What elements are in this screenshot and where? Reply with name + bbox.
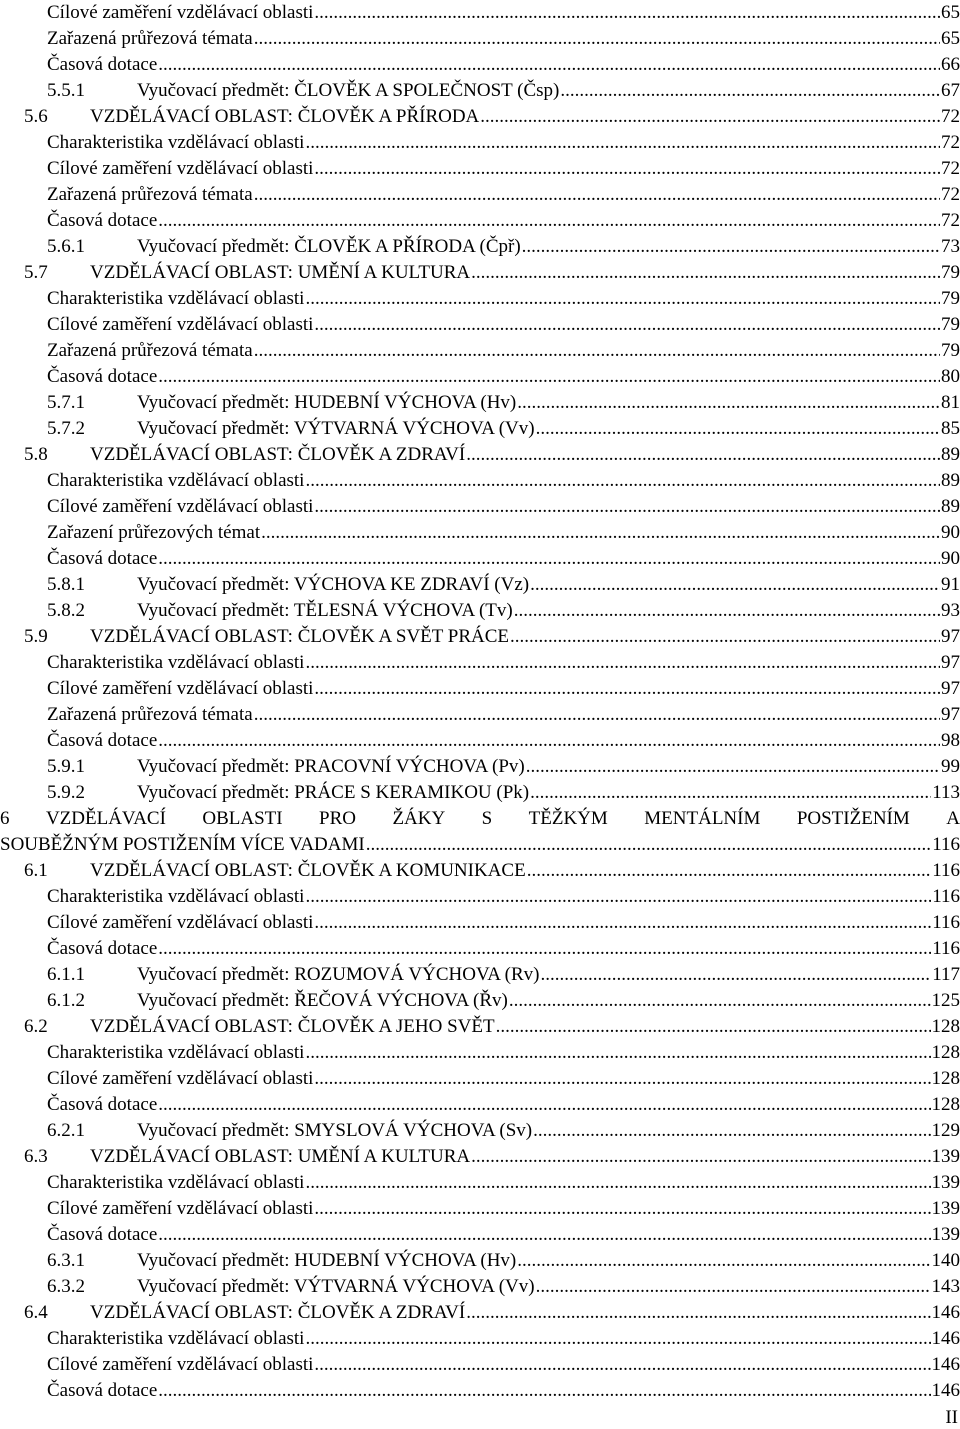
toc-entry[interactable] bbox=[0, 546, 960, 572]
toc-entry-number: 5.8 bbox=[24, 444, 48, 465]
toc-entry-title: Vyučovací předmět: VÝTVARNÁ VÝCHOVA (Vv) bbox=[137, 418, 535, 439]
toc-entry-page: 72 bbox=[941, 132, 960, 153]
toc-entry-title: Zařazená průřezová témata bbox=[47, 704, 253, 725]
toc-entry[interactable] bbox=[0, 390, 960, 416]
toc-entry-page: 146 bbox=[931, 1354, 960, 1375]
leader-dots bbox=[305, 130, 940, 156]
leader-dots bbox=[314, 1066, 930, 1092]
leader-dots bbox=[496, 1014, 931, 1040]
toc-entry-title: Cílové zaměření vzdělávací oblasti bbox=[47, 678, 314, 699]
toc-entry-page: 65 bbox=[941, 28, 960, 49]
toc-entry-title: Vyučovací předmět: PRÁCE S KERAMIKOU (Pk) bbox=[137, 782, 530, 803]
toc-entry-title: Charakteristika vzdělávací oblasti bbox=[47, 288, 305, 309]
toc-entry-title: SOUBĚŽNÝM POSTIŽENÍM VÍCE VADAMI bbox=[0, 834, 365, 855]
toc-entry-page: 125 bbox=[931, 990, 960, 1011]
toc-entry-title: Charakteristika vzdělávací oblasti bbox=[47, 1328, 305, 1349]
leader-dots bbox=[158, 364, 940, 390]
leader-dots bbox=[536, 416, 940, 442]
chapter-title-word: A bbox=[946, 808, 960, 829]
toc-entry-title: Časová dotace bbox=[47, 366, 158, 387]
toc-entry-title: Charakteristika vzdělávací oblasti bbox=[47, 652, 305, 673]
toc-entry-number: 5.9.1 bbox=[47, 756, 85, 777]
toc-entry-title: Časová dotace bbox=[47, 548, 158, 569]
toc-entry[interactable] bbox=[0, 780, 960, 806]
toc-entry-title: Zařazená průřezová témata bbox=[47, 184, 253, 205]
toc-entry-title: Cílové zaměření vzdělávací oblasti bbox=[47, 314, 314, 335]
toc-entry-page: 113 bbox=[932, 782, 960, 803]
leader-dots bbox=[305, 1040, 930, 1066]
toc-entry-title: VZDĚLÁVACÍ OBLAST: ČLOVĚK A JEHO SVĚT bbox=[90, 1016, 495, 1037]
toc-entry-title: Časová dotace bbox=[47, 1094, 158, 1115]
toc-entry[interactable] bbox=[0, 884, 960, 910]
toc-entry[interactable] bbox=[0, 1274, 960, 1300]
toc-entry[interactable] bbox=[0, 676, 960, 702]
toc-entry-page: 116 bbox=[932, 834, 960, 855]
toc-entry-page: 128 bbox=[931, 1042, 960, 1063]
toc-entry[interactable] bbox=[0, 754, 960, 780]
leader-dots bbox=[158, 208, 940, 234]
toc-entry-title: Časová dotace bbox=[47, 54, 158, 75]
toc-entry-page: 117 bbox=[932, 964, 960, 985]
toc-entry[interactable] bbox=[0, 52, 960, 78]
toc-entry-title: VZDĚLÁVACÍ OBLAST: UMĚNÍ A KULTURA bbox=[90, 1146, 471, 1167]
chapter-title-word: S bbox=[481, 808, 493, 829]
toc-entry-title: Vyučovací předmět: VÝTVARNÁ VÝCHOVA (Vv) bbox=[137, 1276, 535, 1297]
toc-entry-title: Vyučovací předmět: ŘEČOVÁ VÝCHOVA (Řv) bbox=[137, 990, 508, 1011]
leader-dots bbox=[158, 52, 940, 78]
toc-entry[interactable] bbox=[0, 1222, 960, 1248]
toc-entry-page: 116 bbox=[932, 938, 960, 959]
toc-entry[interactable] bbox=[0, 260, 960, 286]
toc-entry-number: 6.3 bbox=[24, 1146, 48, 1167]
toc-entry-title: Časová dotace bbox=[47, 730, 158, 751]
toc-entry[interactable] bbox=[0, 858, 960, 884]
leader-dots bbox=[305, 1170, 930, 1196]
toc-entry-page: 72 bbox=[941, 106, 960, 127]
toc-entry[interactable] bbox=[0, 338, 960, 364]
leader-dots bbox=[314, 676, 940, 702]
toc-entry-title: VZDĚLÁVACÍ OBLAST: UMĚNÍ A KULTURA bbox=[90, 262, 471, 283]
toc-entry-title: Zařazení průřezových témat bbox=[47, 522, 261, 543]
toc-entry-page: 91 bbox=[941, 574, 960, 595]
toc-entry[interactable] bbox=[0, 598, 960, 624]
toc-entry-title: Vyučovací předmět: ČLOVĚK A PŘÍRODA (Čpř) bbox=[137, 236, 521, 257]
toc-entry-page: 146 bbox=[931, 1302, 960, 1323]
toc-entry-page: 97 bbox=[941, 626, 960, 647]
toc-entry-title: VZDĚLÁVACÍ OBLAST: ČLOVĚK A KOMUNIKACE bbox=[90, 860, 526, 881]
leader-dots bbox=[158, 728, 940, 754]
toc-entry-page: 89 bbox=[941, 444, 960, 465]
toc-entry-page: 97 bbox=[941, 652, 960, 673]
toc-entry-page: 67 bbox=[941, 80, 960, 101]
toc-entry-page: 139 bbox=[931, 1224, 960, 1245]
toc-entry-page: 139 bbox=[931, 1198, 960, 1219]
toc-entry-page: 72 bbox=[941, 158, 960, 179]
toc-entry[interactable] bbox=[0, 1378, 960, 1404]
leader-dots bbox=[314, 494, 940, 520]
toc-entry-page: 128 bbox=[931, 1016, 960, 1037]
toc-entry-page: 66 bbox=[941, 54, 960, 75]
leader-dots bbox=[536, 1274, 931, 1300]
toc-entry[interactable] bbox=[0, 78, 960, 104]
chapter-title-word: TĚŽKÝM bbox=[528, 808, 608, 829]
toc-entry-title: Vyučovací předmět: PRACOVNÍ VÝCHOVA (Pv) bbox=[137, 756, 525, 777]
toc-entry-title: Vyučovací předmět: ČLOVĚK A SPOLEČNOST (Čsp) bbox=[137, 80, 560, 101]
leader-dots bbox=[314, 1352, 930, 1378]
leader-dots bbox=[314, 312, 940, 338]
toc-entry-page: 116 bbox=[932, 912, 960, 933]
chapter-title-word: ŽÁKY bbox=[392, 808, 446, 829]
toc-entry[interactable] bbox=[0, 1300, 960, 1326]
toc-entry-title: Charakteristika vzdělávací oblasti bbox=[47, 470, 305, 491]
toc-entry-number: 5.7.1 bbox=[47, 392, 85, 413]
toc-entry-page: 93 bbox=[941, 600, 960, 621]
toc-entry-number: 5.7 bbox=[24, 262, 48, 283]
leader-dots bbox=[305, 884, 931, 910]
leader-dots bbox=[158, 1378, 930, 1404]
leader-dots bbox=[471, 1144, 930, 1170]
leader-dots bbox=[261, 520, 940, 546]
leader-dots bbox=[510, 624, 940, 650]
toc-entry-page: 146 bbox=[931, 1328, 960, 1349]
toc-entry[interactable] bbox=[0, 728, 960, 754]
toc-entry[interactable] bbox=[0, 572, 960, 598]
toc-entry-page: 139 bbox=[931, 1146, 960, 1167]
leader-dots bbox=[533, 1118, 930, 1144]
toc-entry-title: Vyučovací předmět: ROZUMOVÁ VÝCHOVA (Rv) bbox=[137, 964, 540, 985]
toc-entry-title: Zařazená průřezová témata bbox=[47, 28, 253, 49]
chapter-title-word: VZDĚLÁVACÍ bbox=[45, 808, 166, 829]
leader-dots bbox=[527, 858, 932, 884]
leader-dots bbox=[541, 962, 932, 988]
toc-entry-page: 79 bbox=[941, 340, 960, 361]
chapter-6-title-line2 bbox=[0, 832, 960, 858]
toc-entry[interactable] bbox=[0, 442, 960, 468]
toc-entry-page: 85 bbox=[941, 418, 960, 439]
toc-entry-title: Cílové zaměření vzdělávací oblasti bbox=[47, 158, 314, 179]
toc-entry-title: VZDĚLÁVACÍ OBLAST: ČLOVĚK A ZDRAVÍ bbox=[90, 444, 466, 465]
toc-entry-number: 6.1.2 bbox=[47, 990, 85, 1011]
leader-dots bbox=[305, 1326, 930, 1352]
toc-entry-number: 6.3.2 bbox=[47, 1276, 85, 1297]
leader-dots bbox=[254, 702, 940, 728]
toc-entry[interactable] bbox=[0, 1248, 960, 1274]
toc-entry-title: Cílové zaměření vzdělávací oblasti bbox=[47, 2, 314, 23]
toc-entry-page: 129 bbox=[931, 1120, 960, 1141]
toc-entry-page: 65 bbox=[941, 2, 960, 23]
toc-entry-title: Časová dotace bbox=[47, 210, 158, 231]
leader-dots bbox=[514, 598, 940, 624]
toc-entry-page: 79 bbox=[941, 288, 960, 309]
leader-dots bbox=[158, 1222, 930, 1248]
toc-entry-page: 146 bbox=[931, 1380, 960, 1401]
toc-entry[interactable] bbox=[0, 0, 960, 26]
toc-entry[interactable] bbox=[0, 1144, 960, 1170]
leader-dots bbox=[314, 910, 931, 936]
toc-entry-page: 143 bbox=[931, 1276, 960, 1297]
leader-dots bbox=[471, 260, 940, 286]
toc-entry-title: Vyučovací předmět: TĚLESNÁ VÝCHOVA (Tv) bbox=[137, 600, 513, 621]
toc-part-chapter6 bbox=[0, 858, 960, 1404]
toc-entry-number: 6.2 bbox=[24, 1016, 48, 1037]
toc-entry-number: 5.6 bbox=[24, 106, 48, 127]
leader-dots bbox=[254, 338, 940, 364]
leader-dots bbox=[530, 572, 940, 598]
leader-dots bbox=[158, 936, 931, 962]
leader-dots bbox=[366, 832, 931, 858]
toc-entry-title: Charakteristika vzdělávací oblasti bbox=[47, 1042, 305, 1063]
toc-entry-page: 116 bbox=[932, 860, 960, 881]
toc-entry-number: 5.5.1 bbox=[47, 80, 85, 101]
chapter-number: 6 bbox=[0, 808, 10, 829]
toc-entry-number: 6.1 bbox=[24, 860, 48, 881]
leader-dots bbox=[158, 1092, 930, 1118]
toc-entry[interactable] bbox=[0, 650, 960, 676]
toc-entry-page: 128 bbox=[931, 1094, 960, 1115]
toc-entry-title: Cílové zaměření vzdělávací oblasti bbox=[47, 496, 314, 517]
toc-entry-page: 73 bbox=[941, 236, 960, 257]
toc-entry-page: 90 bbox=[941, 522, 960, 543]
toc-entry[interactable] bbox=[0, 416, 960, 442]
toc-entry[interactable] bbox=[0, 1170, 960, 1196]
toc-entry-page: 97 bbox=[941, 704, 960, 725]
toc-entry-page: 97 bbox=[941, 678, 960, 699]
leader-dots bbox=[466, 1300, 930, 1326]
leader-dots bbox=[305, 286, 940, 312]
toc-entry-title: VZDĚLÁVACÍ OBLAST: ČLOVĚK A PŘÍRODA bbox=[90, 106, 480, 127]
toc-entry-page: 72 bbox=[941, 184, 960, 205]
toc-entry[interactable] bbox=[0, 702, 960, 728]
toc-entry-page: 98 bbox=[941, 730, 960, 751]
toc-entry[interactable] bbox=[0, 364, 960, 390]
chapter-title-word: OBLASTI bbox=[202, 808, 283, 829]
leader-dots bbox=[314, 0, 940, 26]
toc-entry[interactable] bbox=[0, 1040, 960, 1066]
toc-entry[interactable] bbox=[0, 1092, 960, 1118]
toc-entry-page: 89 bbox=[941, 470, 960, 491]
toc-entry-page: 116 bbox=[932, 886, 960, 907]
leader-dots bbox=[526, 754, 940, 780]
toc-entry[interactable] bbox=[0, 286, 960, 312]
toc-entry[interactable] bbox=[0, 1066, 960, 1092]
toc-entry-page: 81 bbox=[941, 392, 960, 413]
toc-entry[interactable] bbox=[0, 156, 960, 182]
toc-entry-title: Časová dotace bbox=[47, 938, 158, 959]
toc-entry-title: Vyučovací předmět: SMYSLOVÁ VÝCHOVA (Sv) bbox=[137, 1120, 533, 1141]
toc-entry[interactable] bbox=[0, 1326, 960, 1352]
leader-dots bbox=[517, 390, 940, 416]
toc-entry[interactable] bbox=[0, 104, 960, 130]
toc-entry[interactable] bbox=[0, 936, 960, 962]
leader-dots bbox=[517, 1248, 930, 1274]
toc-entry[interactable] bbox=[0, 988, 960, 1014]
toc-entry[interactable] bbox=[0, 1014, 960, 1040]
chapter-6-title-line1 bbox=[0, 806, 960, 832]
toc-entry-number: 6.2.1 bbox=[47, 1120, 85, 1141]
toc-entry-title: Časová dotace bbox=[47, 1224, 158, 1245]
toc-entry[interactable] bbox=[0, 962, 960, 988]
leader-dots bbox=[254, 26, 940, 52]
toc-entry-page: 139 bbox=[931, 1172, 960, 1193]
toc-entry-title: Cílové zaměření vzdělávací oblasti bbox=[47, 912, 314, 933]
leader-dots bbox=[480, 104, 940, 130]
toc-entry-chapter-6[interactable] bbox=[0, 806, 960, 858]
toc-entry-page: 72 bbox=[941, 210, 960, 231]
leader-dots bbox=[530, 780, 931, 806]
toc-entry-title: Časová dotace bbox=[47, 1380, 158, 1401]
leader-dots bbox=[305, 650, 940, 676]
toc-entry-number: 5.7.2 bbox=[47, 418, 85, 439]
toc-entry-page: 99 bbox=[941, 756, 960, 777]
leader-dots bbox=[314, 156, 940, 182]
toc-entry-number: 5.9 bbox=[24, 626, 48, 647]
toc-entry-page: 79 bbox=[941, 314, 960, 335]
toc-entry-title: Charakteristika vzdělávací oblasti bbox=[47, 1172, 305, 1193]
toc-entry[interactable] bbox=[0, 1352, 960, 1378]
toc-entry-page: 128 bbox=[931, 1068, 960, 1089]
toc-entry-number: 5.8.1 bbox=[47, 574, 85, 595]
toc-entry[interactable] bbox=[0, 26, 960, 52]
chapter-title-word: MENTÁLNÍM bbox=[644, 808, 761, 829]
toc-entry[interactable] bbox=[0, 312, 960, 338]
toc-entry[interactable] bbox=[0, 1118, 960, 1144]
toc-entry[interactable] bbox=[0, 130, 960, 156]
toc-entry-number: 6.4 bbox=[24, 1302, 48, 1323]
toc-entry-number: 6.1.1 bbox=[47, 964, 85, 985]
toc-entry[interactable] bbox=[0, 624, 960, 650]
toc-entry-number: 5.6.1 bbox=[47, 236, 85, 257]
leader-dots bbox=[522, 234, 940, 260]
toc-entry[interactable] bbox=[0, 1196, 960, 1222]
chapter-title-word: POSTIŽENÍM bbox=[796, 808, 910, 829]
toc-entry-number: 5.9.2 bbox=[47, 782, 85, 803]
toc-entry[interactable] bbox=[0, 494, 960, 520]
toc-entry-title: VZDĚLÁVACÍ OBLAST: ČLOVĚK A SVĚT PRÁCE bbox=[90, 626, 510, 647]
toc-entry[interactable] bbox=[0, 182, 960, 208]
leader-dots bbox=[560, 78, 940, 104]
toc-entry-title: Cílové zaměření vzdělávací oblasti bbox=[47, 1198, 314, 1219]
toc-entry-title: Charakteristika vzdělávací oblasti bbox=[47, 886, 305, 907]
toc-entry-page: 90 bbox=[941, 548, 960, 569]
toc-entry-title: Cílové zaměření vzdělávací oblasti bbox=[47, 1354, 314, 1375]
toc-entry-page: 89 bbox=[941, 496, 960, 517]
toc-entry-title: VZDĚLÁVACÍ OBLAST: ČLOVĚK A ZDRAVÍ bbox=[90, 1302, 466, 1323]
toc-entry-page: 80 bbox=[941, 366, 960, 387]
toc-entry-number: 5.8.2 bbox=[47, 600, 85, 621]
toc-entry-title: Zařazená průřezová témata bbox=[47, 340, 253, 361]
leader-dots bbox=[254, 182, 940, 208]
toc-entry-title: Cílové zaměření vzdělávací oblasti bbox=[47, 1068, 314, 1089]
toc-entry[interactable] bbox=[0, 208, 960, 234]
leader-dots bbox=[158, 546, 940, 572]
toc-entry-page: 79 bbox=[941, 262, 960, 283]
leader-dots bbox=[466, 442, 940, 468]
toc-entry-number: 6.3.1 bbox=[47, 1250, 85, 1271]
chapter-title-word: PRO bbox=[319, 808, 356, 829]
leader-dots bbox=[305, 468, 940, 494]
toc-entry-title: Charakteristika vzdělávací oblasti bbox=[47, 132, 305, 153]
toc-entry-title: Vyučovací předmět: HUDEBNÍ VÝCHOVA (Hv) bbox=[137, 1250, 517, 1271]
leader-dots bbox=[314, 1196, 930, 1222]
toc-entry[interactable] bbox=[0, 468, 960, 494]
toc-entry[interactable] bbox=[0, 910, 960, 936]
toc-entry[interactable] bbox=[0, 234, 960, 260]
toc-entry-title: Vyučovací předmět: VÝCHOVA KE ZDRAVÍ (Vz) bbox=[137, 574, 530, 595]
toc-entry-title: Vyučovací předmět: HUDEBNÍ VÝCHOVA (Hv) bbox=[137, 392, 517, 413]
toc-entry-page: 140 bbox=[931, 1250, 960, 1271]
leader-dots bbox=[509, 988, 931, 1014]
toc-entry[interactable] bbox=[0, 520, 960, 546]
page-number: II bbox=[945, 1407, 958, 1428]
